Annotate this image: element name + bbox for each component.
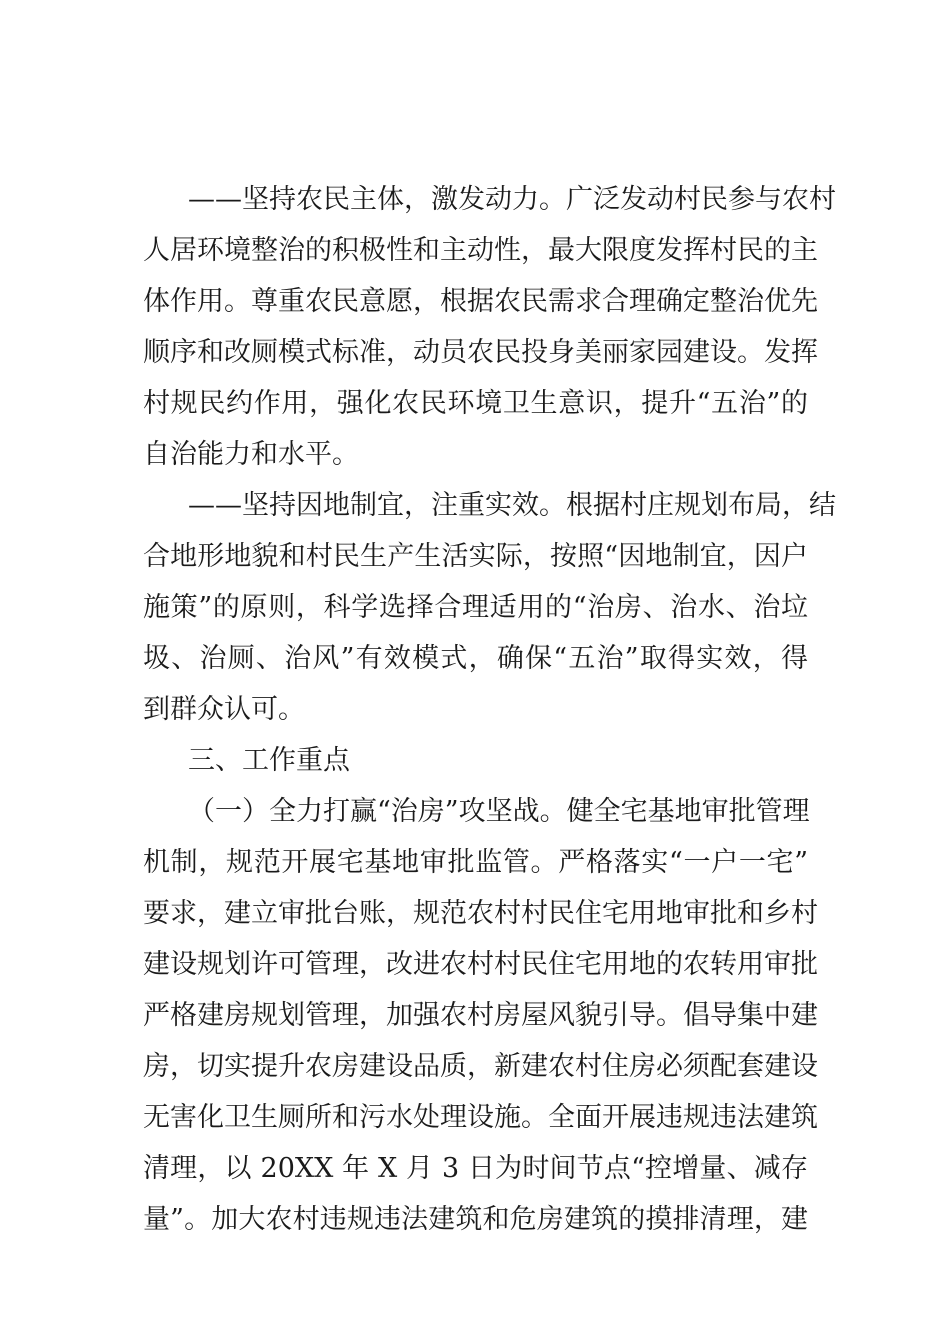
- paragraph-2-line-3: 施策”的原则，科学选择合理适用的“治房、治水、治垃: [143, 592, 808, 623]
- paragraph-3-line-7: 无害化卫生厕所和污水处理设施。全面开展违规违法建筑: [143, 1102, 818, 1133]
- paragraph-3-line-9: 量”。加大农村违规违法建筑和危房建筑的摸排清理，建: [143, 1204, 808, 1235]
- paragraph-3-line-5: 严格建房规划管理，加强农村房屋风貌引导。倡导集中建: [143, 1000, 818, 1031]
- paragraph-1-line-6: 自治能力和水平。: [143, 439, 359, 470]
- paragraph-1-line-1: ——坚持农民主体，激发动力。广泛发动村民参与农村: [188, 184, 836, 215]
- paragraph-3-line-3: 要求，建立审批台账，规范农村村民住宅用地审批和乡村: [143, 898, 818, 929]
- paragraph-2-line-1: ——坚持因地制宜，注重实效。根据村庄规划布局，结: [188, 490, 836, 521]
- paragraph-1-line-5: 村规民约作用，强化农民环境卫生意识，提升“五治”的: [143, 388, 808, 419]
- paragraph-2-line-4: 圾、治厕、治风”有效模式，确保“五治”取得实效，得: [143, 643, 808, 674]
- section-heading: 三、工作重点: [188, 745, 350, 776]
- paragraph-3-line-1: （一）全力打赢“治房”攻坚战。健全宅基地审批管理: [188, 796, 810, 827]
- paragraph-3-line-2: 机制，规范开展宅基地审批监管。严格落实“一户一宅”: [143, 847, 808, 878]
- paragraph-1-line-4: 顺序和改厕模式标准，动员农民投身美丽家园建设。发挥: [143, 337, 818, 368]
- paragraph-1-line-2: 人居环境整治的积极性和主动性，最大限度发挥村民的主: [143, 235, 818, 266]
- paragraph-1-line-3: 体作用。尊重农民意愿，根据农民需求合理确定整治优先: [143, 286, 818, 317]
- paragraph-3-line-6: 房，切实提升农房建设品质，新建农村住房必须配套建设: [143, 1051, 818, 1082]
- paragraph-2-line-2: 合地形地貌和村民生产生活实际，按照“因地制宜，因户: [143, 541, 808, 572]
- paragraph-3-line-4: 建设规划许可管理，改进农村村民住宅用地的农转用审批: [143, 949, 818, 980]
- paragraph-2-line-5: 到群众认可。: [143, 694, 305, 725]
- paragraph-3-line-8: 清理，以 20XX 年 X 月 3 日为时间节点“控增量、减存: [143, 1153, 808, 1184]
